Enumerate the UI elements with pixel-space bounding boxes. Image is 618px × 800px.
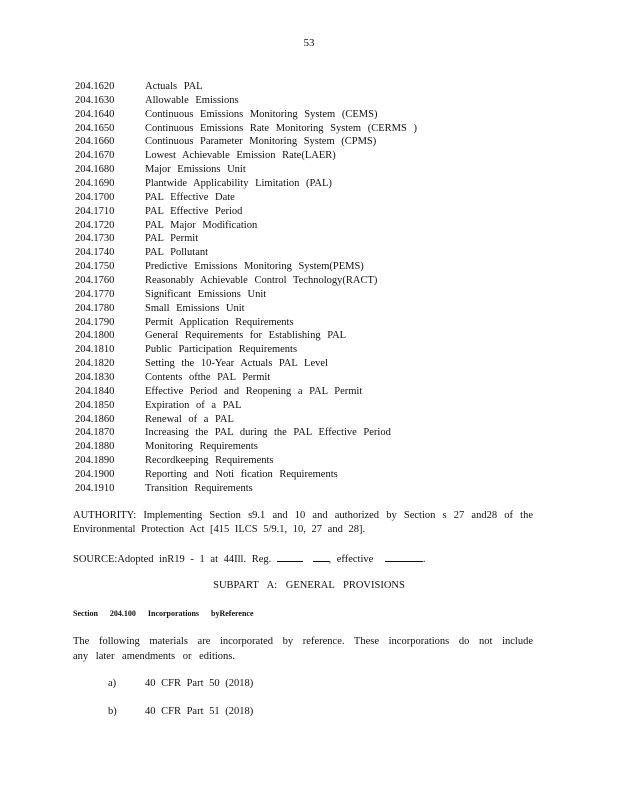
- section-number: 204.1690: [75, 178, 115, 190]
- section-heading: Section 204.100 Incorporations byReference: [73, 609, 254, 618]
- section-title: Setting the 10-Year Actuals PAL Level: [145, 358, 328, 370]
- section-number: 204.1720: [75, 219, 115, 231]
- toc-row: [75, 288, 545, 302]
- section-title: Continuous Emissions Monitoring System (CEMS): [145, 108, 378, 120]
- toc-row: [75, 385, 545, 399]
- section-title: Continuous Emissions Rate Monitoring System (CERMS ): [145, 122, 417, 134]
- section-number: 204.1630: [75, 94, 115, 106]
- effective-date-blank: [385, 552, 423, 562]
- toc-row: [75, 108, 545, 122]
- item-letter: a): [108, 678, 117, 689]
- section-title: General Requirements for Establishing PAL: [145, 330, 347, 342]
- section-number: 204.1680: [75, 164, 115, 176]
- toc-row: [75, 329, 545, 343]
- toc-row: [75, 135, 545, 149]
- toc-row: [75, 260, 545, 274]
- section-title: Recordkeeping Requirements: [145, 455, 274, 467]
- toc-row: [75, 357, 545, 371]
- section-body: The following materials are incorporated by reference. These incorporations do not include any later amendments or editions.: [73, 636, 533, 662]
- toc-row: [75, 426, 545, 440]
- toc-row: [75, 274, 545, 288]
- item-letter: b): [108, 706, 117, 717]
- toc-row: [75, 94, 545, 108]
- section-title: Effective Period and Reopening a PAL Permit: [145, 385, 363, 397]
- section-list: [75, 80, 545, 496]
- section-number: 204.1670: [75, 150, 115, 162]
- source-effective-label: effective: [336, 554, 374, 565]
- section-title: Lowest Achievable Emission Rate(LAER): [145, 150, 336, 162]
- toc-row: [75, 205, 545, 219]
- section-number: 204.1640: [75, 108, 115, 120]
- section-number: 204.1620: [75, 81, 115, 92]
- toc-row: [75, 302, 545, 316]
- page-number: 53: [303, 37, 315, 49]
- toc-row: [75, 413, 545, 427]
- source-period: .: [422, 554, 426, 565]
- section-number: 204.1740: [75, 247, 115, 259]
- toc-row: [75, 371, 545, 385]
- section-number: 204.1700: [75, 191, 115, 203]
- section-number: 204.1790: [75, 316, 115, 328]
- section-title: Monitoring Requirements: [145, 441, 258, 453]
- section-title: Continuous Parameter Monitoring System (CPMS): [145, 136, 377, 148]
- source-note: [73, 552, 533, 565]
- section-title: Actuals PAL: [145, 81, 203, 92]
- section-title: Public Participation Requirements: [145, 344, 298, 356]
- section-number: 204.1780: [75, 302, 115, 314]
- section-number: 204.1840: [75, 385, 115, 397]
- section-number: 204.1650: [75, 122, 115, 134]
- section-title: Contents ofthe PAL Permit: [145, 372, 271, 384]
- section-title: Reasonably Achievable Control Technology(RACT): [145, 275, 378, 287]
- subpart-heading: SUBPART A: GENERAL PROVISIONS: [213, 580, 405, 591]
- section-number: 204.1830: [75, 372, 115, 384]
- section-number: 204.1770: [75, 288, 115, 300]
- toc-row: [75, 246, 545, 260]
- toc-row: [75, 232, 545, 246]
- section-title: PAL Permit: [145, 233, 199, 245]
- section-title: PAL Effective Period: [145, 205, 243, 217]
- section-number: 204.1800: [75, 330, 115, 342]
- section-number: 204.1730: [75, 233, 115, 245]
- section-title: Predictive Emissions Monitoring System(PEMS): [145, 261, 364, 273]
- authority-note: AUTHORITY: Implementing Section s9.1 and 10 and authorized by Section s 27 and28 of the Environmental Protection Act [415 ILCS 5/9.1, 10, 27 and 28].: [73, 510, 533, 535]
- toc-row: [75, 219, 545, 233]
- source-prefix: SOURCE:Adopted inR19 - 1 at 44Ill. Reg.: [73, 554, 272, 565]
- section-title: Increasing the PAL during the PAL Effective Period: [145, 427, 391, 439]
- toc-row: [75, 343, 545, 357]
- toc-row: [75, 454, 545, 468]
- section-number: 204.1860: [75, 413, 115, 425]
- toc-row: [75, 122, 545, 136]
- section-title: PAL Effective Date: [145, 191, 235, 203]
- section-title: Expiration of a PAL: [145, 399, 242, 411]
- register-page-blank: [313, 552, 329, 562]
- section-title: Allowable Emissions: [145, 94, 239, 106]
- section-title: Small Emissions Unit: [145, 302, 245, 314]
- section-title: Plantwide Applicability Limitation (PAL): [145, 178, 332, 190]
- section-title: Major Emissions Unit: [145, 164, 246, 176]
- list-item: [108, 678, 253, 689]
- section-number: 204.1890: [75, 455, 115, 467]
- section-number: 204.1910: [75, 482, 115, 494]
- toc-row: [75, 440, 545, 454]
- section-title: PAL Pollutant: [145, 247, 209, 259]
- section-title: PAL Major Modification: [145, 219, 258, 231]
- toc-row: [75, 468, 545, 482]
- section-number: 204.1870: [75, 427, 115, 439]
- section-number: 204.1820: [75, 358, 115, 370]
- toc-row: [75, 80, 545, 94]
- toc-row: [75, 399, 545, 413]
- section-number: 204.1900: [75, 469, 115, 481]
- register-volume-blank: [277, 552, 303, 562]
- list-item: [108, 706, 253, 717]
- toc-row: [75, 482, 545, 496]
- section-number: 204.1760: [75, 275, 115, 287]
- section-number: 204.1880: [75, 441, 115, 453]
- toc-row: [75, 316, 545, 330]
- section-number: 204.1850: [75, 399, 115, 411]
- section-title: Renewal of a PAL: [145, 413, 234, 425]
- section-title: Permit Application Requirements: [145, 316, 294, 328]
- toc-row: [75, 149, 545, 163]
- item-text: 40 CFR Part 51 (2018): [145, 706, 254, 717]
- section-number: 204.1710: [75, 205, 115, 217]
- section-title: Transition Requirements: [145, 482, 253, 494]
- section-number: 204.1660: [75, 136, 115, 148]
- toc-row: [75, 191, 545, 205]
- section-number: 204.1750: [75, 261, 115, 273]
- section-title: Significant Emissions Unit: [145, 288, 267, 300]
- toc-row: [75, 163, 545, 177]
- item-text: 40 CFR Part 50 (2018): [145, 678, 254, 689]
- section-title: Reporting and Noti fication Requirements: [145, 469, 338, 481]
- toc-row: [75, 177, 545, 191]
- source-comma: ,: [328, 554, 332, 565]
- section-number: 204.1810: [75, 344, 115, 356]
